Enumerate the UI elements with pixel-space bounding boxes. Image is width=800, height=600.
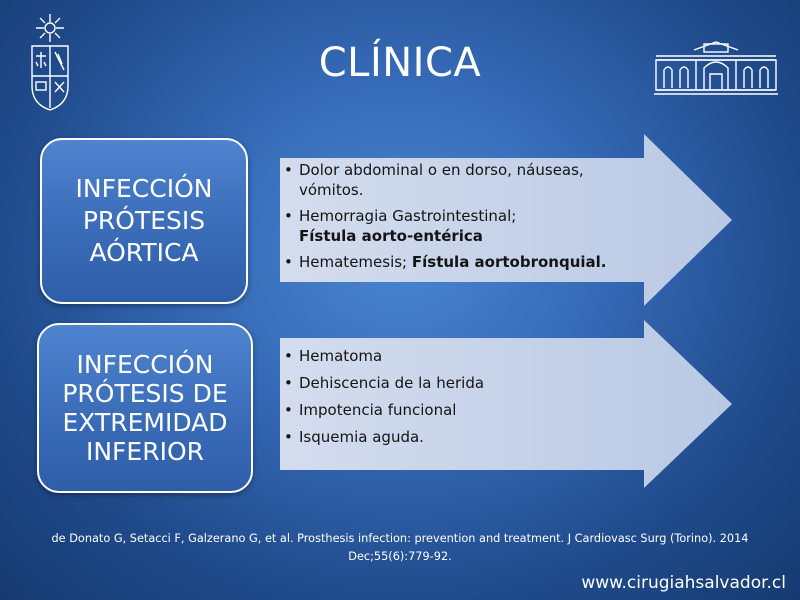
section-heading-limb: INFECCIÓN PRÓTESIS DE EXTREMIDAD INFERIOR bbox=[62, 350, 228, 466]
list-item: • Hematemesis; Fístula aortobronquial. bbox=[284, 252, 634, 272]
bullet-list-aortic bbox=[284, 160, 634, 278]
list-item: • Impotencia funcional bbox=[284, 400, 624, 420]
bullet-list-limb bbox=[284, 346, 624, 454]
list-item: • Hematoma bbox=[284, 346, 624, 366]
list-item: • Dolor abdominal o en dorso, náuseas, vómitos. bbox=[284, 160, 634, 200]
list-item: • Isquemia aguda. bbox=[284, 427, 624, 447]
section-box-limb bbox=[37, 323, 253, 493]
section-box-aortic bbox=[40, 138, 248, 304]
citation-text: de Donato G, Setacci F, Galzerano G, et al. Prosthesis infection: prevention and treatment. J Cardiovasc Surg (Torino). 2014 Dec;55(6):779-92. bbox=[51, 532, 749, 563]
slide-title: CLÍNICA bbox=[318, 40, 482, 86]
website-url: www.cirugiahsalvador.cl bbox=[581, 573, 786, 593]
list-item: • Hemorragia Gastrointestinal; Fístula aorto-entérica bbox=[284, 206, 634, 246]
section-heading-aortic: INFECCIÓN PRÓTESIS AÓRTICA bbox=[75, 174, 213, 267]
list-item: • Dehiscencia de la herida bbox=[284, 373, 624, 393]
